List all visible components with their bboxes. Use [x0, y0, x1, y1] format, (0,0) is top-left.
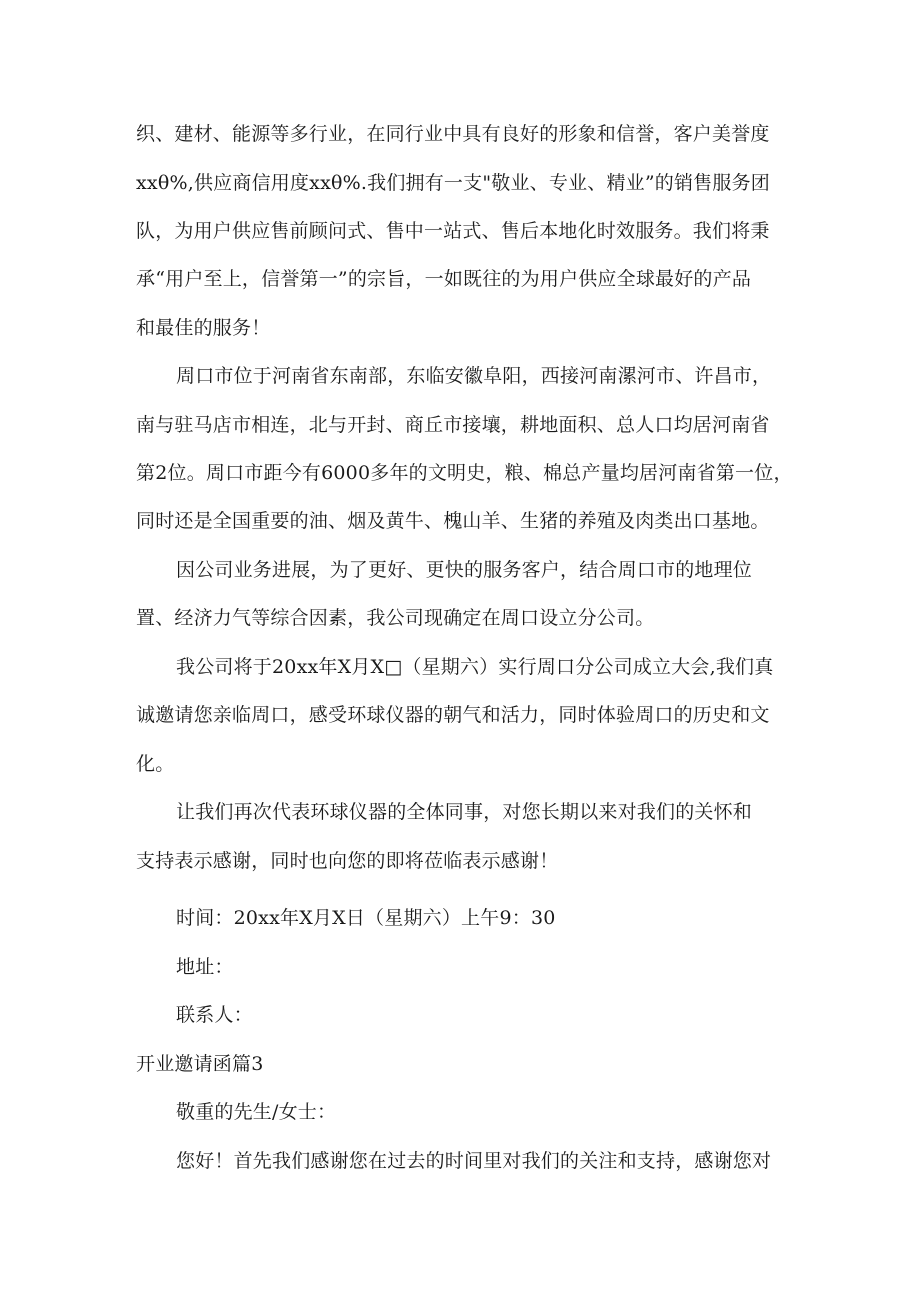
salutation: 敬重的先生/女士： — [176, 1101, 337, 1123]
paragraph-4-line-3: 化。 — [136, 753, 175, 775]
event-address: 地址： — [176, 956, 234, 978]
paragraph-1-line-1: 织、建材、能源等多行业，在同行业中具有良好的形象和信誉，客户美誉度 — [136, 123, 770, 145]
paragraph-1-line-2: xxθ%,供应商信用度xxθ%.我们拥有一支"敬业、专业、精业”的销售服务团 — [136, 172, 770, 194]
paragraph-1-line-4: 承“用户至上，信誉第一”的宗旨，一如既往的为用户供应全球最好的产品 — [136, 268, 752, 290]
section-title: 开业邀请函篇3 — [136, 1053, 264, 1075]
paragraph-3-line-2: 置、经济力气等综合因素，我公司现确定在周口设立分公司。 — [136, 607, 655, 629]
paragraph-2-line-1: 周口市位于河南省东南部，东临安徽阜阳，西接河南漯河市、许昌市， — [176, 365, 772, 387]
paragraph-5-line-1: 让我们再次代表环球仪器的全体同事，对您长期以来对我们的关怀和 — [176, 801, 753, 823]
paragraph-3-line-1: 因公司业务进展，为了更好、更快的服务客户，结合周口市的地理位 — [176, 559, 753, 581]
event-contact: 联系人： — [176, 1004, 253, 1026]
paragraph-4-line-2: 诚邀请您亲临周口，感受环球仪器的朝气和活力，同时体验周口的历史和文 — [136, 704, 770, 726]
paragraph-1-line-5: 和最佳的服务！ — [136, 317, 271, 339]
paragraph-1-line-3: 队，为用户供应售前顾问式、售中一站式、售后本地化时效服务。我们将秉 — [136, 220, 770, 242]
paragraph-2-line-2: 南与驻马店市相连，北与开封、商丘市接壤，耕地面积、总人口均居河南省 — [136, 414, 770, 436]
paragraph-2-line-4: 同时还是全国重要的油、烟及黄牛、槐山羊、生猪的养殖及肉类出口基地。 — [136, 510, 770, 532]
paragraph-6-line-1: 您好！首先我们感谢您在过去的时间里对我们的关注和支持，感谢您对 — [176, 1150, 772, 1172]
paragraph-4-line-1: 我公司将于20xx年X月X□（星期六）实行周口分公司成立大会,我们真 — [176, 656, 774, 678]
paragraph-2-line-3: 第2位。周口市距今有6000多年的文明史，粮、棉总产量均居河南省第一位， — [136, 462, 793, 484]
event-time: 时间：20xx年X月X日（星期六）上午9：30 — [176, 907, 556, 929]
paragraph-5-line-2: 支持表示感谢，同时也向您的即将莅临表示感谢！ — [136, 850, 559, 872]
